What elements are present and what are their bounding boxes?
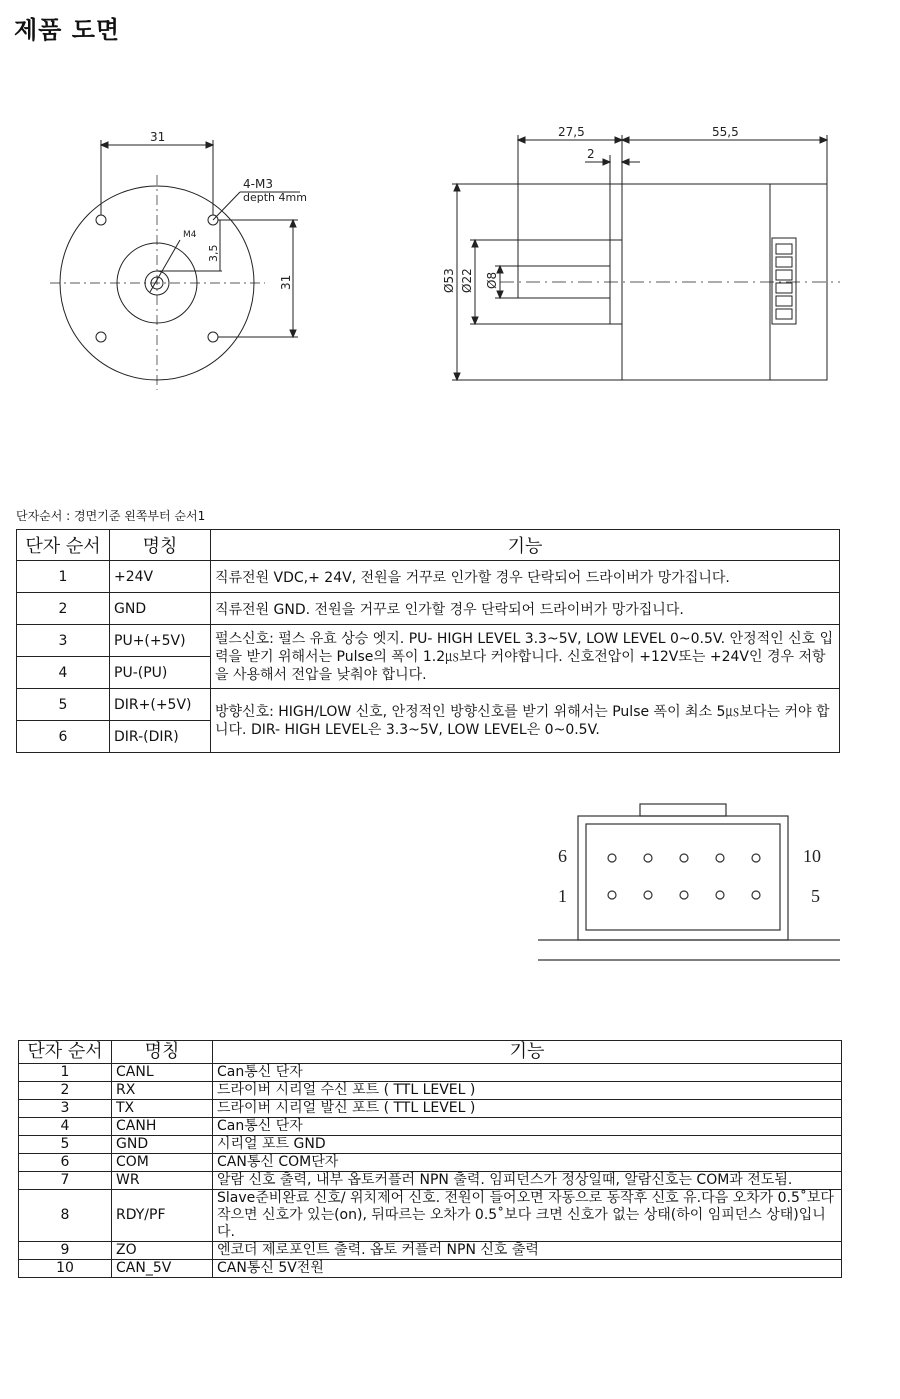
pins-top-row [608, 854, 760, 862]
connector-diagram [530, 798, 890, 968]
table-row [19, 1082, 842, 1100]
pin-label-5: 5 [811, 886, 820, 906]
cell-func: Slave준비완료 신호/ 위치제어 신호. 전원이 들어오면 자동으로 동작후 신호 유.다음 오차가 0.5˚보다 작으면 신호가 있는(on), 뒤따르는 오차가 0.5˚보다 크면 신호가 없는 상태(하이 임피던스 상태)입니다. [213, 1190, 842, 1242]
cell-name: TX [112, 1100, 213, 1118]
cell-no: 4 [17, 657, 110, 689]
cell-func: 드라이버 시리얼 수신 포트 ( TTL LEVEL ) [213, 1082, 842, 1100]
cell-func: 펄스신호: 펄스 유효 상승 엣지. PU- HIGH LEVEL 3.3~5V, LOW LEVEL 0~0.5V. 안정적인 신호 입력을 받기 위해서는 Pulse의 폭이 1.2㎲보다 커야합니다. 신호전압이 +12V또는 +24V인 경우 저항을 사용해서 전압을 낮춰야 합니다. [211, 625, 840, 689]
dim-front-top: 31 [150, 130, 166, 144]
cell-name: +24V [110, 561, 211, 593]
cell-name: DIR+(+5V) [110, 689, 211, 721]
cell-no: 1 [19, 1064, 112, 1082]
holes-label: 4-M3 [243, 177, 273, 191]
cell-no: 5 [17, 689, 110, 721]
table-row [19, 1154, 842, 1172]
table-row [19, 1136, 842, 1154]
pins-bottom-row [608, 891, 760, 899]
cell-no: 10 [19, 1260, 112, 1278]
cell-name: DIR-(DIR) [110, 721, 211, 753]
cell-no: 9 [19, 1242, 112, 1260]
cell-name: GND [110, 593, 211, 625]
header-func: 기능 [211, 530, 840, 561]
cell-no: 5 [19, 1136, 112, 1154]
depth-label: depth 4mm [243, 191, 307, 204]
cell-no: 2 [17, 593, 110, 625]
table-row [19, 1100, 842, 1118]
cell-name: CAN_5V [112, 1260, 213, 1278]
dim-275: 27,5 [558, 125, 585, 139]
table-row [19, 1064, 842, 1082]
cell-name: PU+(+5V) [110, 625, 211, 657]
header-name: 명칭 [112, 1041, 213, 1064]
cell-func: CAN통신 5V전원 [213, 1260, 842, 1278]
cell-name: GND [112, 1136, 213, 1154]
pin-label-10: 10 [803, 846, 821, 866]
cell-name: WR [112, 1172, 213, 1190]
cell-no: 4 [19, 1118, 112, 1136]
cell-no: 2 [19, 1082, 112, 1100]
dim-2: 2 [587, 147, 595, 161]
cell-func: 드라이버 시리얼 발신 포트 ( TTL LEVEL ) [213, 1100, 842, 1118]
dim-35: 3,5 [207, 244, 220, 262]
m4-label: M4 [183, 230, 197, 240]
table-header-row [17, 530, 840, 561]
cell-no: 6 [17, 721, 110, 753]
table-row [17, 689, 840, 721]
cell-no: 8 [19, 1190, 112, 1242]
cell-no: 3 [19, 1100, 112, 1118]
cell-no: 1 [17, 561, 110, 593]
cell-no: 6 [19, 1154, 112, 1172]
cell-func: 시리얼 포트 GND [213, 1136, 842, 1154]
cell-func: 직류전원 GND. 전원을 거꾸로 인가할 경우 단락되어 드라이버가 망가집니다. [211, 593, 840, 625]
table-row [19, 1172, 842, 1190]
cell-no: 7 [19, 1172, 112, 1190]
cell-name: RDY/PF [112, 1190, 213, 1242]
dim-front-right: 31 [279, 274, 293, 290]
table-row [17, 561, 840, 593]
cell-func: 방향신호: HIGH/LOW 신호, 안정적인 방향신호를 받기 위해서는 Pulse 폭이 최소 5㎲보다는 커야 합니다. DIR- HIGH LEVEL은 3.3~5V, LOW LEVEL은 0~0.5V. [211, 689, 840, 753]
header-name: 명칭 [110, 530, 211, 561]
terminal-table-1 [16, 529, 840, 753]
header-func: 기능 [213, 1041, 842, 1064]
cell-name: CANL [112, 1064, 213, 1082]
table-row [17, 625, 840, 657]
table-row [19, 1118, 842, 1136]
dim-555: 55,5 [712, 125, 739, 139]
pin-label-1: 1 [558, 886, 567, 906]
cell-func: Can통신 단자 [213, 1118, 842, 1136]
product-drawing [0, 100, 900, 500]
side-view [452, 135, 840, 380]
cell-func: 알람 신호 출력, 내부 옵토커플러 NPN 출력. 임피던스가 정상일때, 알람신호는 COM과 전도됨. [213, 1172, 842, 1190]
dia-22: Ø22 [460, 268, 474, 293]
cell-name: ZO [112, 1242, 213, 1260]
cell-name: RX [112, 1082, 213, 1100]
cell-func: Can통신 단자 [213, 1064, 842, 1082]
cell-name: COM [112, 1154, 213, 1172]
header-no: 단자 순서 [17, 530, 110, 561]
dia-8: Ø8 [485, 271, 499, 289]
cell-func: 직류전원 VDC,+ 24V, 전원을 거꾸로 인가할 경우 단락되어 드라이버가 망가집니다. [211, 561, 840, 593]
cell-func: 엔코더 제로포인트 출력. 옵토 커플러 NPN 신호 출력 [213, 1242, 842, 1260]
header-no: 단자 순서 [19, 1041, 112, 1064]
table-header-row [19, 1041, 842, 1064]
table-row [19, 1260, 842, 1278]
table-row [19, 1242, 842, 1260]
cell-name: PU-(PU) [110, 657, 211, 689]
page-title: 제품 도면 [14, 16, 121, 44]
dia-53: Ø53 [442, 268, 456, 293]
pin-label-6: 6 [558, 846, 567, 866]
cell-name: CANH [112, 1118, 213, 1136]
table-row [19, 1190, 842, 1242]
terminal-table-2 [18, 1040, 842, 1278]
cell-func: CAN통신 COM단자 [213, 1154, 842, 1172]
cell-no: 3 [17, 625, 110, 657]
table-row [17, 593, 840, 625]
terminal-order-note: 단자순서 : 경면기준 왼쪽부터 순서1 [16, 509, 206, 523]
